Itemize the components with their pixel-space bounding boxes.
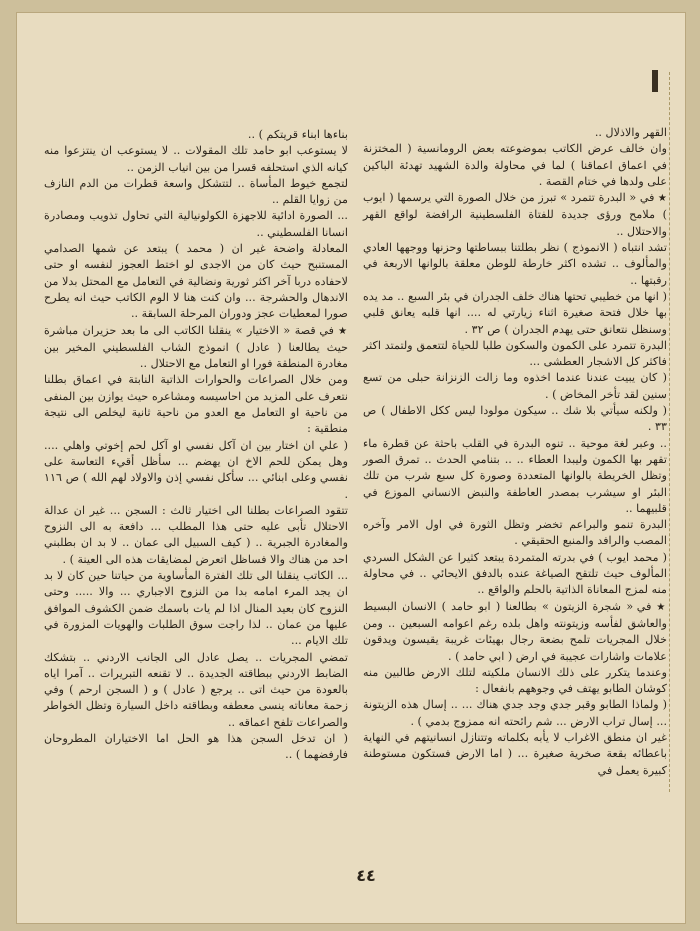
left-paragraph-10: ... الكاتب ينقلنا الى تلك الفترة المأساوية من حياتنا حين كان لا بد ان يجد المرء امامه بدا من النزوح الاجباري ... والا ..... وحتى النزوح كان بعيد المنال اذا لم يات باسمك ضمن الكشوف الموافق عليها من عمان .. لذا راجت سوق الطلبات والهويات المزورة في تلك الايام ... [44,569,348,648]
right-paragraph-5: ( انها من خطيبي تحتها هناك خلف الجدران في بئر السبع .. مد يده بها خلال فتحة صغيرة اثناء زيارتي له .... انها قلبه يعانق قلبي وسنظل نتعانق حتى يهدم الجدران ) ص ٣٢ . [363,289,667,336]
binding-holes [669,72,680,792]
left-paragraph-4: ... الصورة ادائية للاجهزة الكولونيالية التي تحاول تذويب ومصادرة انسانا الفلسطيني .. [44,209,348,239]
left-paragraph-9: تتقود الصراعات بطلنا الى اختيار ثالث : السجن ... غير ان عدالة الاحتلال تأبى عليه حتى هذا المطلب ... دافعة به الى النزوح والمغادرة الجبرية .. ( كيف السبيل الى عمان .. لا بد ان بطلبني احد من هناك والا فساظل اتعرض لمضايقات هذه الى العينة ) . [44,503,348,566]
page-tab-mark [652,70,658,92]
right-paragraph-11: ( محمد ايوب ) في بدرته المتمردة يبتعد كثيرا عن الشكل السردي المألوف حيث تلتقح الصياغة عنده بالدفق الايحائي .. في محاولة منه لمزج المعاناة الذاتية بالحلم والواقع .. [363,550,667,597]
right-paragraph-15: غير ان منطق الاغراب لا يأبه بكلماته وتتنازل انسانيتهم في النهاية باعطائه بقعة صخرية صغيرة ... ( اما الارض فستكون مستوطنة كبيرة يعمل في [363,730,667,777]
right-paragraph-9: .. وعبر لغة موحية .. تنوه البدرة في القلب باحثة عن قطرة ماء تقهر بها الكمون وليبدا العطاء .. .. بتنامي الحدث .. تمرق الصور وتظل الخريطة بالوانها المتعددة وصورة كل سبع شرب من تلك البئر او سيشرب بمصدر العاطفة والنبض الانساني الموزع في قلبيهما .. [363,436,667,515]
left-paragraph-12: ( ان تدخل السجن هذا هو الحل اما الاختياران المطروحان فارفضهما ) .. [44,731,348,762]
left-paragraph-5: المعادلة واضحة غير ان ( محمد ) يبتعد عن شمها الصدامي المستنبح حيث كان من الاجدى لو اختط العجوز لنفسه او حتى لاحفاده دربا آخر اكثر ثورية ونضالية في التعامل مع المحتل بدلا من الاندهال والحشرجة ... وان كنت هنا لا الوم الكاتب حيث انه يطرح صورا لمعطيات عجز ودوران المرحلة السابقة .. [44,242,348,321]
right-paragraph-3: ★ في « البدرة تتمرد » تبرز من خلال الصورة التي يرسمها ( ايوب ) ملامح ورؤى جديدة للفتاة الفلسطينية الرافضة لواقع القهر والاحتلال .. [363,190,667,240]
right-paragraph-12: ★ في « شجرة الزيتون » بطالعنا ( ابو حامد ) الانسان البسيط والعاشق لفأسه وزيتونته واهل بلده رغم اعوامه السبعين .. ومن خلال المجريات تلمح بضعة رجال بهيئات غريبة يقيسون ويدقون علامات واشارات عجيبة في ارض ( ابي حامد ) . [363,599,667,665]
right-paragraph-2: وان خالف عرض الكاتب بموضوعته بعض الرومانسية ( المختزنة في اعماق اعماقنا ) لما في محاولة والدة الشهيد تهدئة الباكين على ولدها في ختام القصة . [363,142,667,188]
right-paragraph-4: تشد انتباه ( الانموذج ) نظر بطلتنا ببساطتها وحزنها ووجهها العادي والمألوف .. تشده اكثر خارطة للوطن معلقة بالوانها الاربعة في رقبتها .. [363,241,667,287]
right-paragraph-7: ( كان يبيت عندنا عندما اخذوه وما زالت الزنزانة حبلى من تسع سنين لقد تأخر المخاض ) . [363,371,667,401]
left-paragraph-8: ( علي ان اختار بين ان آكل نفسي او آكل لحم إخوتي واهلي .... وهل يمكن للحم الاخ ان يهضم ... سأظل أقيء التعاسة على نفسي وعلى ابنائي ... سأكل نفسي إذن والاولاد لهم الله ) ص ١١٦ . [44,438,348,501]
page-number: ٤٤ [356,866,376,885]
right-paragraph-13: وعندما يتكرر على ذلك الانسان ملكيته لتلك الارض طالبين منه كوشان الطابو يهتف في وجوههم بانفعال : [363,665,667,696]
left-paragraph-7: ومن خلال الصراعات والحوارات الذاتية النابتة في اعماق بطلنا نتعرف على المزيد من احاسيسه ومشاعره حيث يوازن بين المنفى من ناحية او التعامل مع العدو من ناحية ثانية ليخلص الى نتيجة منطقية : [44,373,348,436]
right-paragraph-8: ( ولكنه سيأتي بلا شك .. سيكون مولودا ليس ككل الاطفال ) ص ٣٣ . [363,404,667,434]
left-paragraph-6: ★ في قصة « الاختيار » ينقلنا الكاتب الى ما بعد حزيران مباشرة حيث يطالعنا ( عادل ) انموذج الشاب الفلسطيني المخير بين مغادرة المنطقة فورا او التعامل مع الاحتلال .. [44,323,348,373]
left-paragraph-1: بناءها ابناء قريتكم ) .. [247,128,348,141]
right-paragraph-14: ( ولماذا الطابو وقبر جدي وجد جدي هناك ... .. إسال هذه الزيتونة ... إسال تراب الارض ... شم رائحته انه ممزوج بدمي ) . [363,698,667,728]
left-paragraph-2: لا يستوعب ابو حامد تلك المقولات .. لا يستوعب ان ينتزعوا منه كيانه الذي استحلفه قسرا من بين انياب الزمن .. [44,144,348,174]
right-paragraph-1: القهر والاذلال .. [594,126,667,139]
left-column [44,127,348,764]
right-column [363,125,667,779]
left-paragraph-11: تمضي المجريات .. يصل عادل الى الجانب الاردني .. بتشكك الضابط الاردني ببطاقته الجديدة .. لا تقنعه التبريرات .. آمرا اياه بالعودة من حيث اتى .. يرجع ( عادل ) و ( السجن ارحم ) وفي زحمة معاناته ينسى معطفه وبطاقته داخل السيارة وتظل الخواطر والصراعات تلفح اعماقه .. [44,650,348,729]
left-paragraph-3: لتجمع خيوط المأساة .. لتتشكل واسعة قطرات من الدم النازف من زوايا القلم .. [44,176,348,207]
right-paragraph-6: البدرة تتمرد على الكمون والسكون طلبا للحياة لتتعمق ولتمتد اكثر فاكثر كل الاشجار العطشى ... [363,338,667,369]
magazine-page [16,12,686,924]
right-paragraph-10: البدرة تنمو والبراعم تخضر وتظل الثورة في اول الامر وآخره المصب والرافد والمنبع الحقيقي . [363,518,667,548]
